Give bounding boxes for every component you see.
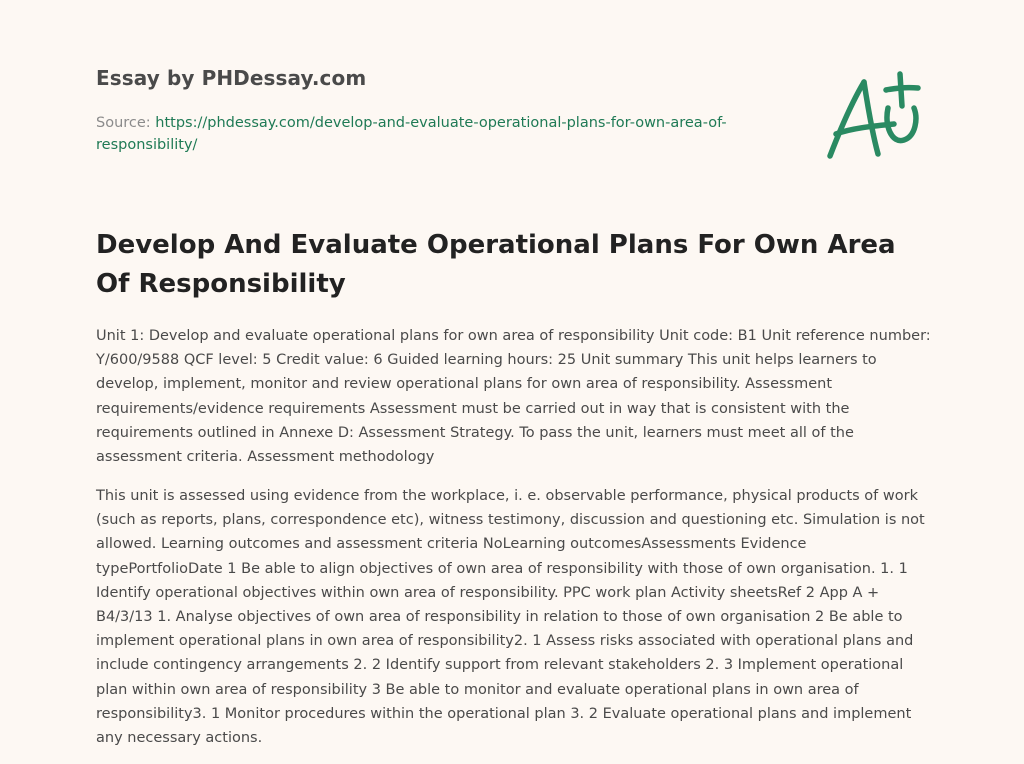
source-link[interactable]: https://phdessay.com/develop-and-evaluate-operational-plans-for-own-area-of-responsibility/	[96, 115, 727, 153]
essay-paragraph: Unit 1: Develop and evaluate operational plans for own area of responsibility Unit code: B1 Unit reference number: Y/600/9588 QCF level: 5 Credit value: 6 Guided learning hours: 25 Unit summary This unit helps learners to develop, implement, monitor and review operational plans for own area of responsibility. Assessment requirements/evidence requirements Assessment must be carried out in way that is consistent with the requirements outlined in Annexe D: Assessment Strategy. To pass the unit, learners must meet all of the assessment criteria. Assessment methodology	[96, 328, 931, 466]
essay-paragraph: This unit is assessed using evidence from the workplace, i. e. observable performance, physical products of work (such as reports, plans, correspondence etc), witness testimony, discussion and questioning etc. Simulation is not allowed. Learning outcomes and assessment criteria NoLearning outcomesAssessments Evidence typePortfolioDate 1 Be able to align objectives of own area of responsibility with those of own organisation. 1. 1 Identify operational objectives within own area of responsibility. PPC work plan Activity sheetsRef 2 App A + B4/3/13 1. Analyse objectives of own area of responsibility in relation to those of own organisation 2 Be able to implement operational plans in own area of responsibility2. 1 Assess risks associated with operational plans and include contingency arrangements 2. 2 Identify support from relevant stakeholders 2. 3 Implement operational plan within own area of responsibility 3 Be able to monitor and evaluate operational plans in own area of responsibility3. 1 Monitor procedures within the operational plan 3. 2 Evaluate operational plans and implement any necessary actions.	[96, 488, 925, 747]
site-title: Essay by PHDessay.com	[96, 66, 367, 90]
source-line	[96, 112, 786, 156]
a-plus-logo-icon	[822, 68, 922, 164]
source-label: Source:	[96, 115, 151, 131]
essay-title: Develop And Evaluate Operational Plans For Own Area Of Responsibility	[96, 230, 896, 299]
